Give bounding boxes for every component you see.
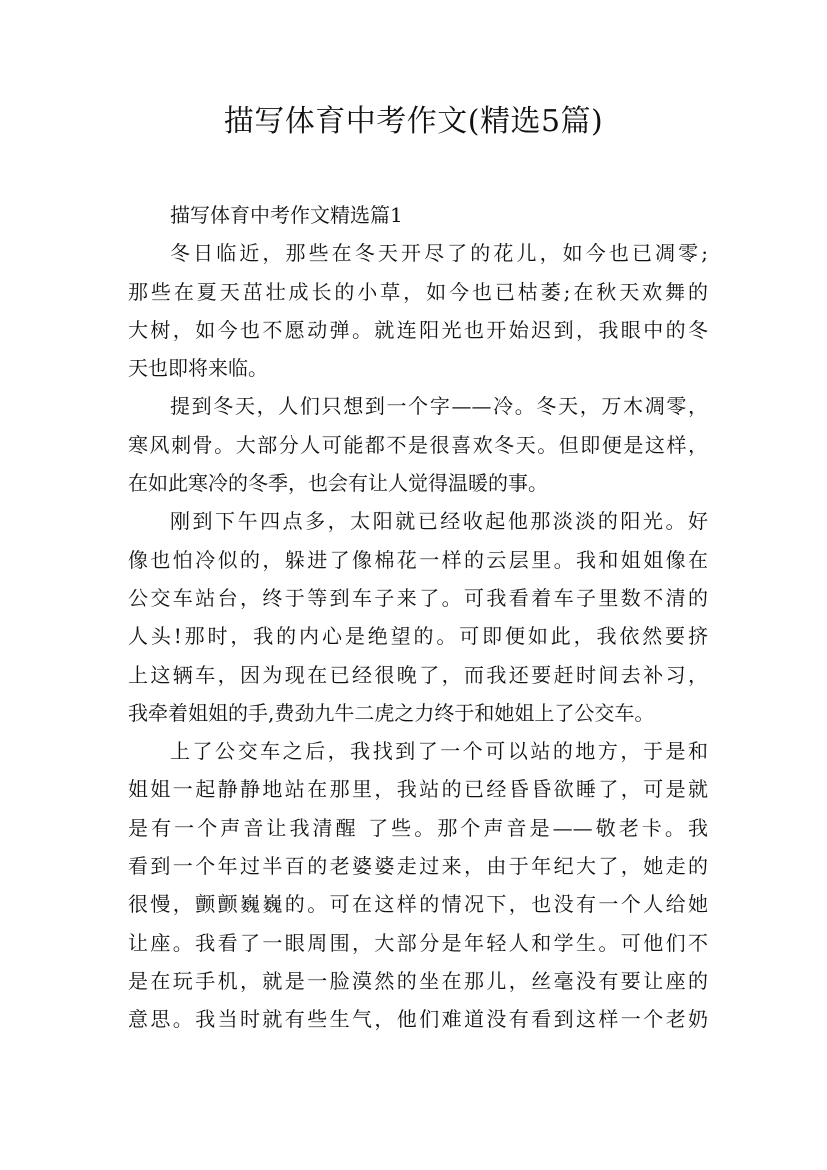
- text-line: 上这辆车，因为现在已经很晚了，而我还要赶时间去补习，: [128, 662, 708, 687]
- text-line: 让座。我看了一眼周围，大部分是年轻人和学生。可他们不: [128, 930, 708, 955]
- text-line: 在如此寒冷的冬季，也会有让人觉得温暖的事。: [128, 471, 548, 496]
- text-line: 提到冬天，人们只想到一个字——冷。冬天，万木凋零，: [170, 394, 708, 419]
- document-body: [128, 196, 708, 1039]
- text-line: 大树，如今也不愿动弹。就连阳光也开始迟到，我眼中的冬: [128, 317, 708, 342]
- text-line: 是在玩手机，就是一脸漠然的坐在那儿，丝毫没有要让座的: [128, 968, 708, 993]
- section-heading: 描写体育中考作文精选篇1: [170, 203, 403, 227]
- text-line: 冬日临近，那些在冬天开尽了的花儿，如今也已凋零;: [170, 241, 708, 266]
- text-line: 寒风刺骨。大部分人可能都不是很喜欢冬天。但即便是这样，: [128, 432, 708, 457]
- text-line: 刚到下午四点多，太阳就已经收起他那淡淡的阳光。好: [170, 509, 708, 534]
- text-line: 人头!那时，我的内心是绝望的。可即便如此，我依然要挤: [128, 624, 708, 649]
- text-line: 我牵着姐姐的手,费劲九牛二虎之力终于和她姐上了公交车。: [128, 700, 655, 725]
- text-line: 意思。我当时就有些生气，他们难道没有看到这样一个老奶: [128, 1007, 708, 1032]
- text-line: 像也怕冷似的，躲进了像棉花一样的云层里。我和姐姐像在: [128, 547, 708, 572]
- text-line: 上了公交车之后，我找到了一个可以站的地方，于是和: [170, 739, 708, 764]
- text-line: 天也即将来临。: [128, 356, 268, 381]
- text-line: 看到一个年过半百的老婆婆走过来，由于年纪大了，她走的: [128, 854, 708, 879]
- text-line: 很慢，颤颤巍巍的。可在这样的情况下，也没有一个人给她: [128, 892, 708, 917]
- text-line: 公交车站台，终于等到车子来了。可我看着车子里数不清的: [128, 585, 708, 610]
- text-line: 是有一个声音让我清醒 了些。那个声音是——敬老卡。我: [128, 815, 708, 840]
- document-title: 描写体育中考作文(精选5篇): [223, 104, 604, 139]
- text-line: 姐姐一起静静地站在那里，我站的已经昏昏欲睡了，可是就: [128, 777, 708, 802]
- text-line: 那些在夏天茁壮成长的小草，如今也已枯萎;在秋天欢舞的: [128, 279, 708, 304]
